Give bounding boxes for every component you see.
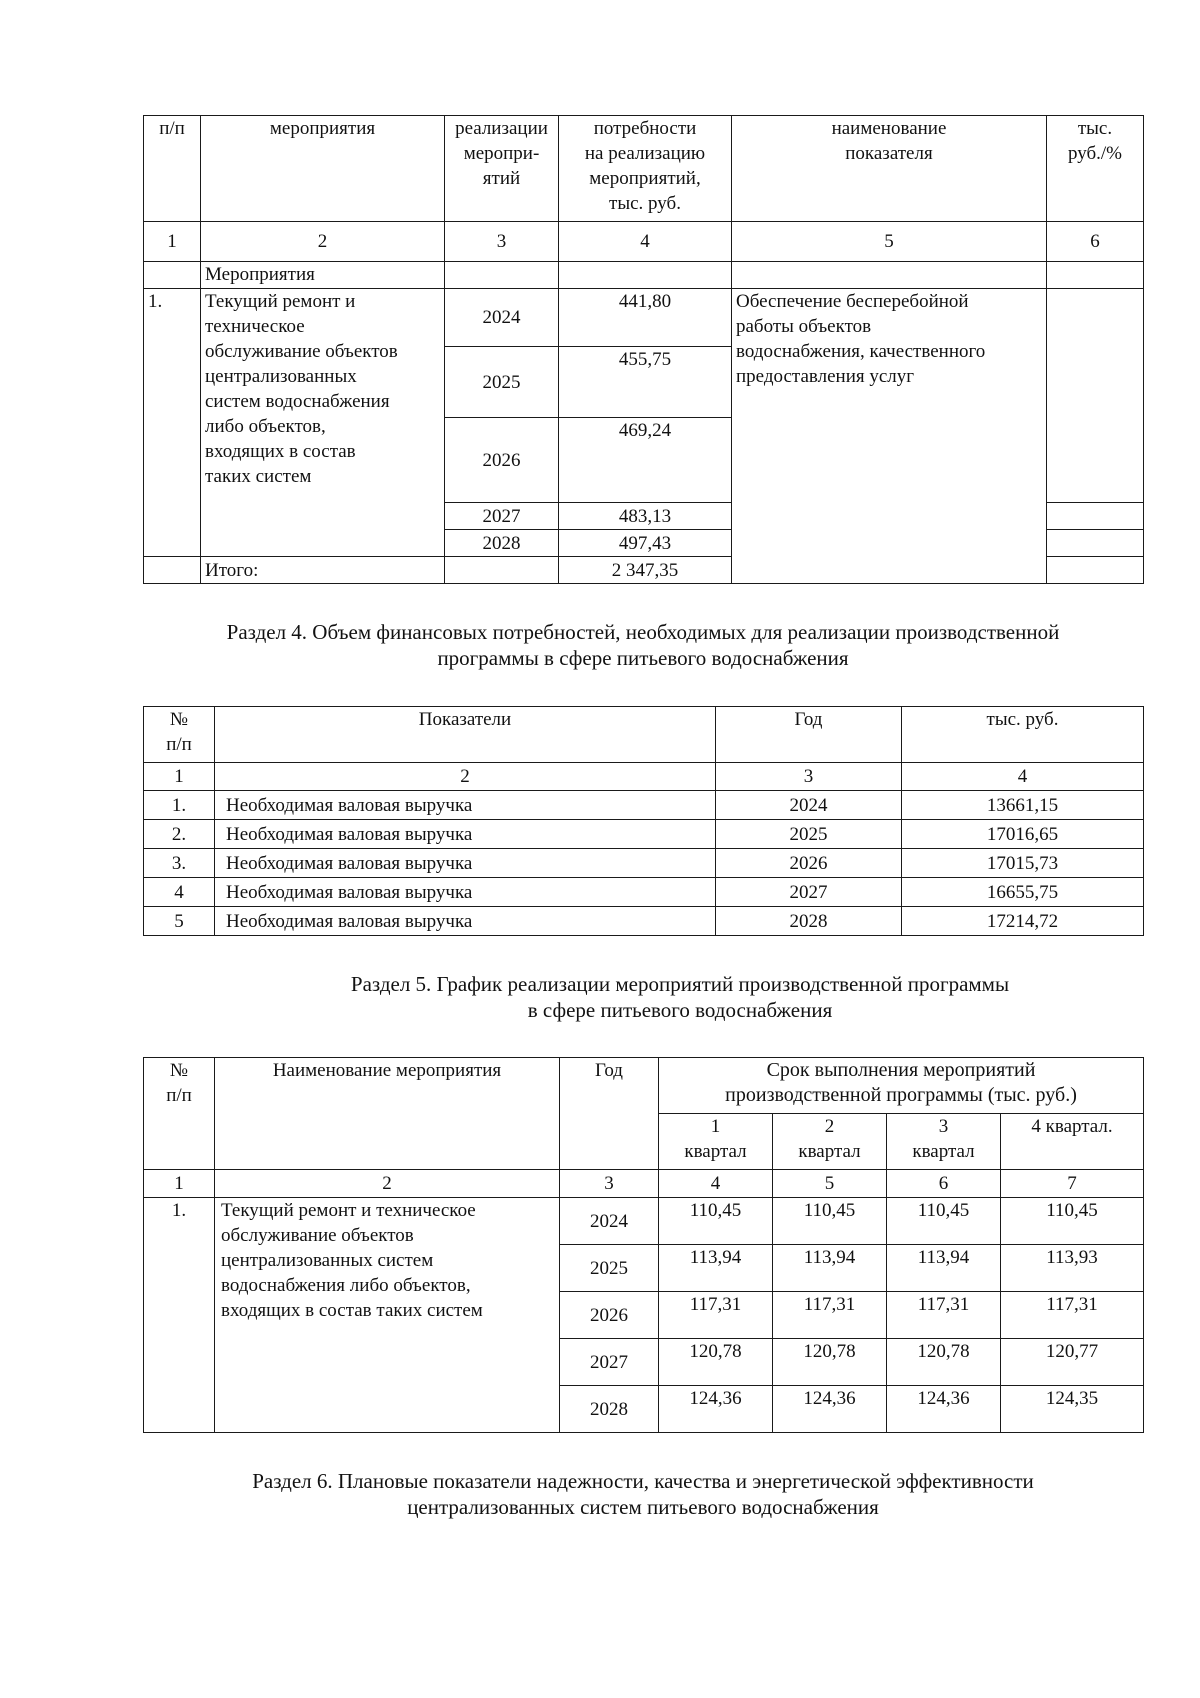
column-number: 1: [144, 222, 201, 262]
header-unit: тыс. руб./%: [1047, 116, 1144, 222]
header-term: реализации меропри- ятий: [445, 116, 559, 222]
column-number: 2: [215, 1170, 560, 1198]
header-no: п/п: [144, 116, 201, 222]
item-name: Текущий ремонт и техническое обслуживание объектов централизованных систем водоснабжения либо объектов, входящих в состав таких систем: [215, 1198, 560, 1433]
measures-table: [143, 115, 1144, 584]
column-number: 7: [1001, 1170, 1144, 1198]
header-no: № п/п: [144, 707, 215, 763]
table-row: 2027 120,78 120,78 120,78 120,77: [144, 1339, 1144, 1386]
year-cell: 2028: [445, 530, 559, 557]
column-number: 3: [716, 763, 902, 791]
column-number: 6: [887, 1170, 1001, 1198]
table-row: 1. Необходимая валовая выручка 2024 13661,15: [144, 791, 1144, 820]
amount-cell: 469,24: [559, 418, 732, 503]
header-indicator-name: наименование показателя: [732, 116, 1047, 222]
schedule-table: [143, 1057, 1144, 1433]
column-number: 4: [659, 1170, 773, 1198]
section-4-title: Раздел 4. Объем финансовых потребностей, необходимых для реализации производственной программы в сфере питьевого водоснабжения: [226, 620, 1060, 670]
header-amount: тыс. руб.: [902, 707, 1144, 763]
amount-cell: 441,80: [559, 289, 732, 347]
column-number: 4: [559, 222, 732, 262]
year-cell: 2026: [445, 418, 559, 503]
table-row: 2025 113,94 113,94 113,94 113,93: [144, 1245, 1144, 1292]
table-row: 1. Текущий ремонт и техническое обслуживание объектов централизованных систем водоснабжения либо объектов, входящих в состав таких систем 2024 110,45 110,45 110,45 110,45: [144, 1198, 1144, 1245]
year-cell: 2024: [445, 289, 559, 347]
table-row: 2028 124,36 124,36 124,36 124,35: [144, 1386, 1144, 1433]
column-number: 5: [773, 1170, 887, 1198]
year-cell: 2027: [445, 503, 559, 530]
header-no: № п/п: [144, 1058, 215, 1170]
header-measure: мероприятия: [201, 116, 445, 222]
table-row: 3. Необходимая валовая выручка 2026 17015,73: [144, 849, 1144, 878]
amount-cell: 455,75: [559, 347, 732, 418]
header-needs: потребности на реализацию мероприятий, тыс. руб.: [559, 116, 732, 222]
column-number: 1: [144, 763, 215, 791]
financial-needs-table: [143, 706, 1144, 936]
column-number: 2: [201, 222, 445, 262]
header-term-group: Срок выполнения мероприятий производственной программы (тыс. руб.): [659, 1058, 1144, 1114]
table-row: 5 Необходимая валовая выручка 2028 17214,72: [144, 907, 1144, 936]
column-number: 5: [732, 222, 1047, 262]
column-number: 3: [560, 1170, 659, 1198]
table-row: 2. Необходимая валовая выручка 2025 17016,65: [144, 820, 1144, 849]
section-6-title: Раздел 6. Плановые показатели надежности, качества и энергетической эффективности централизованных систем питьевого водоснабжения: [252, 1469, 1034, 1519]
indicator-name: Обеспечение бесперебойной работы объектов водоснабжения, качественного предоставления услуг: [732, 289, 1047, 584]
section-5-title: Раздел 5. График реализации мероприятий производственной программы в сфере питьевого водоснабжения: [350, 972, 1010, 1022]
header-measure-name: Наименование мероприятия: [215, 1058, 560, 1170]
amount-cell: 497,43: [559, 530, 732, 557]
header-quarter-3: 3 квартал: [887, 1114, 1001, 1170]
header-quarter-4: 4 квартал.: [1001, 1114, 1144, 1170]
header-year: Год: [716, 707, 902, 763]
total-amount: 2 347,35: [559, 557, 732, 584]
table-row: 4 Необходимая валовая выручка 2027 16655,75: [144, 878, 1144, 907]
header-year: Год: [560, 1058, 659, 1170]
header-quarter-2: 2 квартал: [773, 1114, 887, 1170]
column-number: 6: [1047, 222, 1144, 262]
header-indicators: Показатели: [215, 707, 716, 763]
column-number: 4: [902, 763, 1144, 791]
total-label: Итого:: [201, 557, 445, 584]
column-number: 3: [445, 222, 559, 262]
amount-cell: 483,13: [559, 503, 732, 530]
header-quarter-1: 1 квартал: [659, 1114, 773, 1170]
item-number: 1.: [144, 289, 201, 557]
item-name: Текущий ремонт и техническое обслуживание объектов централизованных систем водоснабжения либо объектов, входящих в состав таких систем: [201, 289, 445, 557]
column-number: 1: [144, 1170, 215, 1198]
table-row: 2026 117,31 117,31 117,31 117,31: [144, 1292, 1144, 1339]
year-cell: 2025: [445, 347, 559, 418]
column-number: 2: [215, 763, 716, 791]
item-number: 1.: [144, 1198, 215, 1433]
section-label: Мероприятия: [201, 262, 445, 289]
